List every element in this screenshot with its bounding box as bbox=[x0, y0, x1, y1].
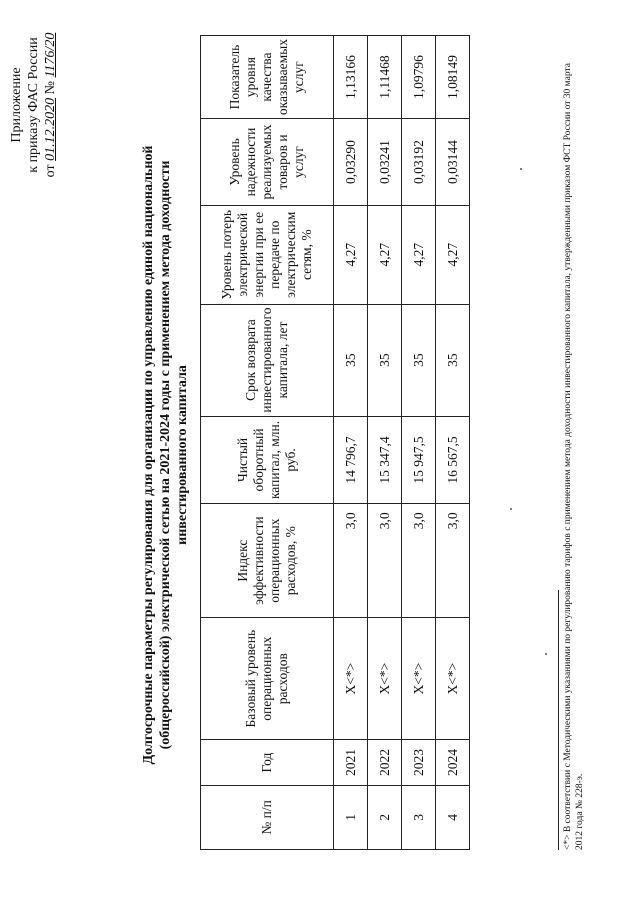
cell-return-period: 35 bbox=[334, 304, 368, 416]
document-title: Долгосрочные параметры регулирования для организации по управлению единой национальной (общероссийской) электрической сетью на 2021-2024 годы с применением метода доходности инвестированного капитала bbox=[141, 145, 190, 765]
table-row bbox=[334, 36, 368, 850]
cell-efficiency-index: 3,0 bbox=[402, 504, 436, 618]
cell-efficiency-index: 3,0 bbox=[334, 504, 368, 618]
header-cell: Уровень потерь электрической энергии при ее передаче по электрическим сетям, % bbox=[201, 205, 334, 304]
cell-year: 2021 bbox=[334, 740, 368, 785]
order-reference: к приказу ФАС России bbox=[26, 37, 41, 173]
header-cell: Срок возврата инвестированного капитала, лет bbox=[201, 304, 334, 416]
cell-return-period: 35 bbox=[368, 304, 402, 416]
header-cell: № п/п bbox=[201, 785, 334, 849]
parameters-table bbox=[200, 35, 470, 850]
header-cell: Год bbox=[201, 740, 334, 785]
cell-reliability: 0,03290 bbox=[334, 119, 368, 206]
scan-speck bbox=[520, 168, 522, 170]
cell-reliability: 0,03192 bbox=[402, 119, 436, 206]
table-row bbox=[402, 36, 436, 850]
cell-base-opex: X<*> bbox=[334, 617, 368, 739]
cell-index: 4 bbox=[436, 785, 470, 849]
footnote: <*> В соответствии с Методическими указаниями по регулированию тарифов с применением метода доходности инвестированного капитала, утвержденными приказом ФСТ России от 30 марта 2012 года № 228-э. bbox=[563, 63, 585, 850]
cell-base-opex: X<*> bbox=[368, 617, 402, 739]
cell-base-opex: X<*> bbox=[402, 617, 436, 739]
cell-return-period: 35 bbox=[402, 304, 436, 416]
header-cell: Индекс эффективности операционных расходов, % bbox=[201, 504, 334, 618]
appendix-label: Приложение bbox=[9, 67, 24, 143]
order-date-number bbox=[42, 15, 59, 195]
header-cell: Базовый уровень операционных расходов bbox=[201, 617, 334, 739]
scan-speck bbox=[545, 653, 547, 655]
cell-return-period: 35 bbox=[436, 304, 470, 416]
order-number: 1176/20 bbox=[43, 32, 58, 78]
cell-quality: 1,13166 bbox=[334, 36, 368, 119]
footnote-divider bbox=[558, 590, 559, 850]
cell-index: 2 bbox=[368, 785, 402, 849]
cell-base-opex: X<*> bbox=[436, 617, 470, 739]
table-row bbox=[368, 36, 402, 850]
cell-year: 2022 bbox=[368, 740, 402, 785]
cell-losses: 4,27 bbox=[368, 205, 402, 304]
cell-working-capital: 16 567,5 bbox=[436, 416, 470, 504]
cell-efficiency-index: 3,0 bbox=[436, 504, 470, 618]
number-label: № bbox=[43, 81, 58, 95]
cell-working-capital: 15 347,4 bbox=[368, 416, 402, 504]
cell-quality: 1,08149 bbox=[436, 36, 470, 119]
cell-working-capital: 15 947,5 bbox=[402, 416, 436, 504]
table-row bbox=[436, 36, 470, 850]
cell-year: 2024 bbox=[436, 740, 470, 785]
cell-reliability: 0,03241 bbox=[368, 119, 402, 206]
cell-losses: 4,27 bbox=[436, 205, 470, 304]
cell-losses: 4,27 bbox=[402, 205, 436, 304]
cell-quality: 1,11468 bbox=[368, 36, 402, 119]
cell-working-capital: 14 796,7 bbox=[334, 416, 368, 504]
cell-index: 1 bbox=[334, 785, 368, 849]
order-date: 01.12.2020 bbox=[43, 97, 58, 161]
table-header-row bbox=[201, 36, 334, 850]
cell-reliability: 0,03144 bbox=[436, 119, 470, 206]
cell-index: 3 bbox=[402, 785, 436, 849]
appendix-header bbox=[8, 15, 59, 195]
header-cell: Чистый оборотный капитал, млн. руб. bbox=[201, 416, 334, 504]
header-cell: Показатель уровня качества оказываемых услуг bbox=[201, 36, 334, 119]
cell-quality: 1,09796 bbox=[402, 36, 436, 119]
from-label: от bbox=[43, 164, 58, 178]
cell-year: 2023 bbox=[402, 740, 436, 785]
scan-speck bbox=[510, 508, 512, 510]
cell-losses: 4,27 bbox=[334, 205, 368, 304]
cell-efficiency-index: 3,0 bbox=[368, 504, 402, 618]
header-cell: Уровень надежности реализуемых товаров и услуг bbox=[201, 119, 334, 206]
